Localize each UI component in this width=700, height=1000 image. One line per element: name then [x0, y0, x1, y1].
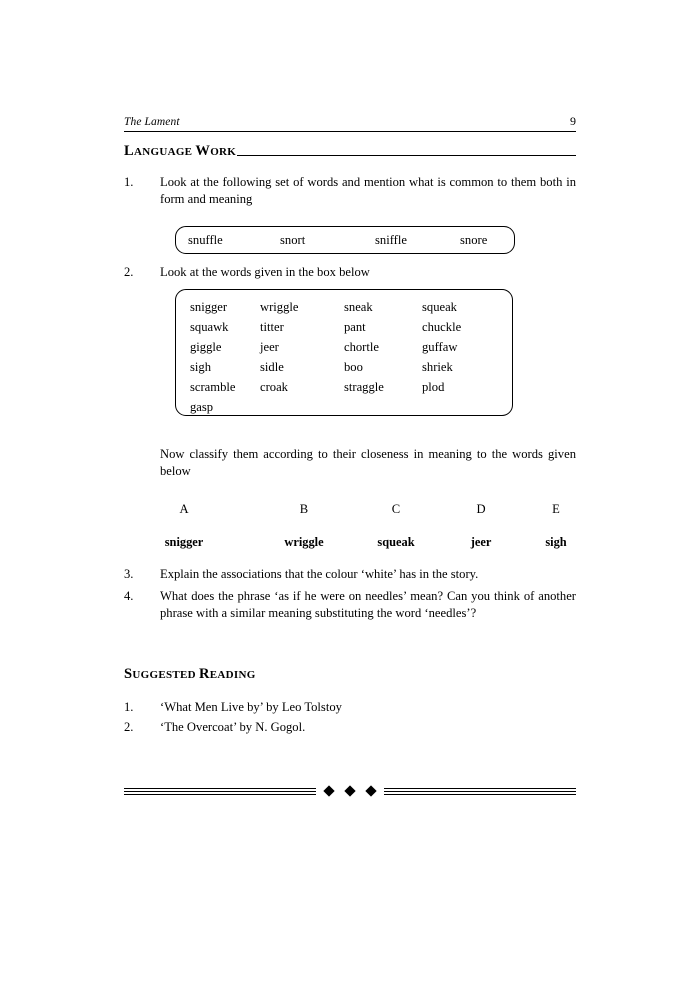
question-text-4: What does the phrase ‘as if he were on needles’ mean? Can you think of another phrase with a similar meaning substituting the word ‘needles’?	[160, 589, 576, 620]
word-cell: chortle	[344, 340, 379, 355]
running-head	[124, 114, 576, 132]
word-cell: scramble	[190, 380, 236, 395]
running-head-row	[124, 114, 576, 129]
question-text-3: Explain the associations that the colour ‘white’ has in the story.	[160, 567, 479, 581]
word-cell: snigger	[190, 300, 228, 314]
word-cell: chuckle	[422, 320, 462, 335]
question-item-2	[124, 264, 576, 281]
classify-letter-e: E	[552, 502, 560, 516]
question-text-2: Look at the words given in the box below	[160, 265, 370, 279]
word-cell: plod	[422, 380, 445, 395]
word-cell: pant	[344, 320, 366, 335]
classify-letter-c: C	[391, 502, 401, 516]
word-cell: snort	[280, 232, 306, 247]
classify-headwords-row	[124, 535, 576, 553]
section-heading-initial-w: W	[195, 143, 211, 159]
classify-headword-a: snigger	[164, 535, 204, 549]
question-number-1: 1.	[124, 175, 134, 189]
question-item-4	[124, 588, 576, 621]
classify-headword-b: wriggle	[284, 535, 324, 549]
question-number-2: 2.	[124, 265, 134, 279]
diamond-icon	[365, 785, 376, 796]
reading-text-2: ‘The Overcoat’ by N. Gogol.	[160, 720, 306, 734]
word-box-grid	[175, 289, 513, 416]
classify-letter-b: B	[299, 502, 309, 516]
question-number-4: 4.	[124, 589, 134, 603]
reading-item-2	[124, 719, 576, 736]
footer-ornament	[124, 783, 576, 799]
word-cell: titter	[260, 320, 284, 335]
question-item-3	[124, 566, 576, 583]
word-cell	[344, 397, 422, 417]
word-cell: sneak	[344, 300, 373, 314]
reading-item-1	[124, 699, 576, 716]
page-number: 9	[570, 114, 576, 128]
diamond-icon	[323, 785, 334, 796]
section-heading-initial-r: R	[198, 666, 210, 682]
word-cell: giggle	[190, 340, 222, 355]
section-heading-initial-l: L	[124, 143, 134, 159]
reading-number-1: 1.	[124, 700, 134, 714]
classify-letter-a: A	[179, 502, 189, 516]
section-heading-suggested-reading	[124, 666, 256, 683]
footer-diamond-group	[316, 787, 384, 795]
word-cell: snore	[460, 232, 488, 247]
word-cell: croak	[260, 380, 288, 395]
section-heading-label	[124, 143, 236, 160]
section-heading-rest-uggested: UGGESTED	[132, 669, 196, 681]
word-cell: shriek	[422, 360, 453, 375]
word-cell: sniffle	[375, 232, 407, 247]
word-cell: wriggle	[260, 300, 299, 314]
word-grid	[190, 297, 512, 418]
word-box-row	[176, 227, 514, 253]
question-text-1: Look at the following set of words and mention what is common to them both in form and meaning	[160, 175, 576, 206]
word-cell: snuffle	[188, 232, 223, 247]
classify-instruction: Now classify them according to their closeness in meaning to the words given below	[160, 447, 576, 478]
word-cell	[260, 397, 344, 417]
classify-headword-e: sigh	[545, 535, 567, 549]
question-number-3: 3.	[124, 567, 134, 581]
word-cell: sidle	[260, 360, 284, 375]
word-cell: jeer	[260, 340, 279, 355]
word-cell: straggle	[344, 380, 384, 395]
word-cell: boo	[344, 360, 363, 375]
word-cell: squeak	[422, 300, 457, 314]
section-heading-rest-eading: EADING	[209, 669, 256, 681]
classify-headword-c: squeak	[377, 535, 415, 549]
question-item-1	[124, 174, 576, 207]
running-head-rule	[124, 131, 576, 132]
section-heading-rule	[237, 155, 576, 156]
word-box-single-row	[175, 226, 515, 254]
reading-text-1: ‘What Men Live by’ by Leo Tolstoy	[160, 700, 342, 714]
word-cell: gasp	[190, 400, 214, 415]
section-heading-rest-anguage: ANGUAGE	[133, 146, 193, 158]
word-cell: sigh	[190, 360, 211, 375]
classify-letters-row	[124, 502, 576, 520]
classify-letter-d: D	[476, 502, 486, 516]
footer-rule-right	[384, 788, 576, 795]
section-heading-rest-ork: ORK	[210, 146, 237, 158]
diamond-icon	[344, 785, 355, 796]
section-heading-language-work	[124, 143, 576, 160]
classify-headword-d: jeer	[470, 535, 492, 549]
running-head-title: The Lament	[124, 116, 180, 128]
reading-number-2: 2.	[124, 720, 134, 734]
word-cell: guffaw	[422, 340, 458, 355]
section-heading-initial-s: S	[124, 666, 133, 682]
word-cell	[422, 397, 512, 417]
footer-rule-left	[124, 788, 316, 795]
word-cell: squawk	[190, 320, 229, 335]
